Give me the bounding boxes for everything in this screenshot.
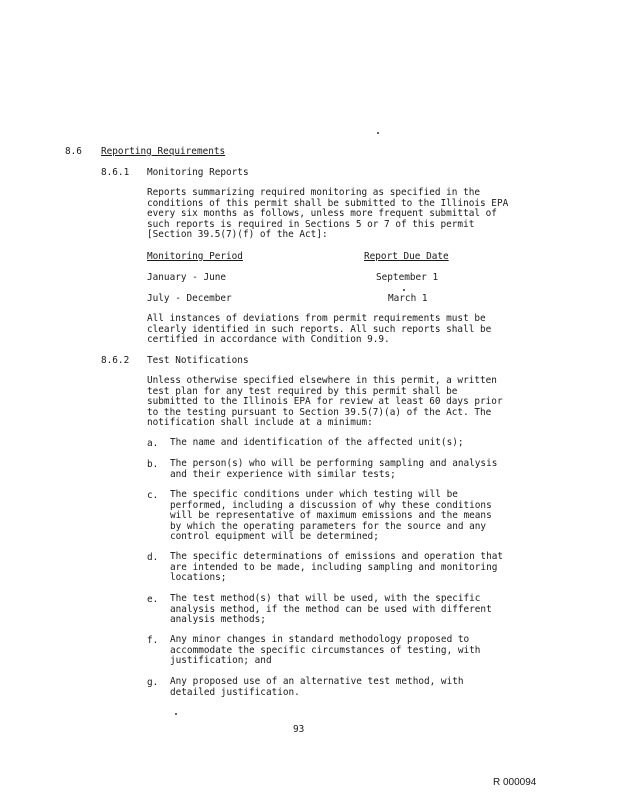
list-item: The test method(s) that will be used, with the specific analysis method, if the method can be used with different analysis methods; — [170, 593, 492, 626]
list-item-letter: e. — [147, 594, 159, 605]
subsection-title-test: Test Notifications — [147, 355, 249, 366]
table-row-due: September 1 — [376, 272, 439, 283]
list-item: Any minor changes in standard methodology proposed to accommodate the specific circumstances of testing, with justification; and — [170, 634, 481, 667]
list-item: Any proposed use of an alternative test method, with detailed justification. — [170, 676, 464, 698]
list-item-letter: g. — [147, 677, 159, 688]
scan-speck — [175, 713, 177, 715]
scan-speck — [403, 289, 405, 291]
page-number: 93 — [293, 724, 305, 735]
subsection-title-monitoring: Monitoring Reports — [147, 167, 249, 178]
bates-number: R 000094 — [493, 777, 537, 788]
test-intro-paragraph: Unless otherwise specified elsewhere in this permit, a written test plan for any test required by this permit shall be submitted to the Illinois EPA for review at least 60 days prior to the testing pursuant to Section 39.5(7)(a) of the Act. The notification shall include at a minimum: — [147, 375, 503, 429]
subsection-number-monitoring: 8.6.1 — [101, 167, 130, 178]
list-item-letter: b. — [147, 459, 159, 470]
table-row-period: January - June — [147, 272, 227, 283]
list-item-letter: f. — [147, 635, 159, 646]
list-item-letter: c. — [147, 490, 159, 501]
table-header-monitoring-period: Monitoring Period — [147, 251, 243, 262]
list-item-letter: d. — [147, 552, 159, 563]
list-item: The person(s) who will be performing sampling and analysis and their experience with similar tests; — [170, 458, 498, 480]
subsection-number-test: 8.6.2 — [101, 355, 130, 366]
monitoring-closing-paragraph: All instances of deviations from permit requirements must be clearly identified in such reports. All such reports shall be certified in accordance with Condition 9.9. — [147, 313, 492, 346]
table-row-due: March 1 — [388, 293, 428, 304]
section-number: 8.6 — [65, 146, 82, 157]
table-header-report-due-date: Report Due Date — [364, 251, 449, 262]
table-row-period: July - December — [147, 293, 232, 304]
list-item-letter: a. — [147, 438, 159, 449]
list-item: The specific determinations of emissions and operation that are intended to be made, including sampling and monitoring locations; — [170, 551, 504, 584]
list-item: The specific conditions under which testing will be performed, including a discussion of why these conditions will be representative of maximum emissions and the means by which the operating parameters for the source and any control equipment will be determined; — [170, 489, 492, 543]
scan-speck — [377, 132, 379, 134]
section-title: Reporting Requirements — [101, 146, 226, 157]
monitoring-paragraph: Reports summarizing required monitoring as specified in the conditions of this permit shall be submitted to the Illinois EPA every six months as follows, unless more frequent submittal of such reports is required in Sections 5 or 7 of this permit [Section 39.5(7)(f) of the Act]: — [147, 187, 509, 241]
list-item: The name and identification of the affected unit(s); — [170, 437, 464, 448]
